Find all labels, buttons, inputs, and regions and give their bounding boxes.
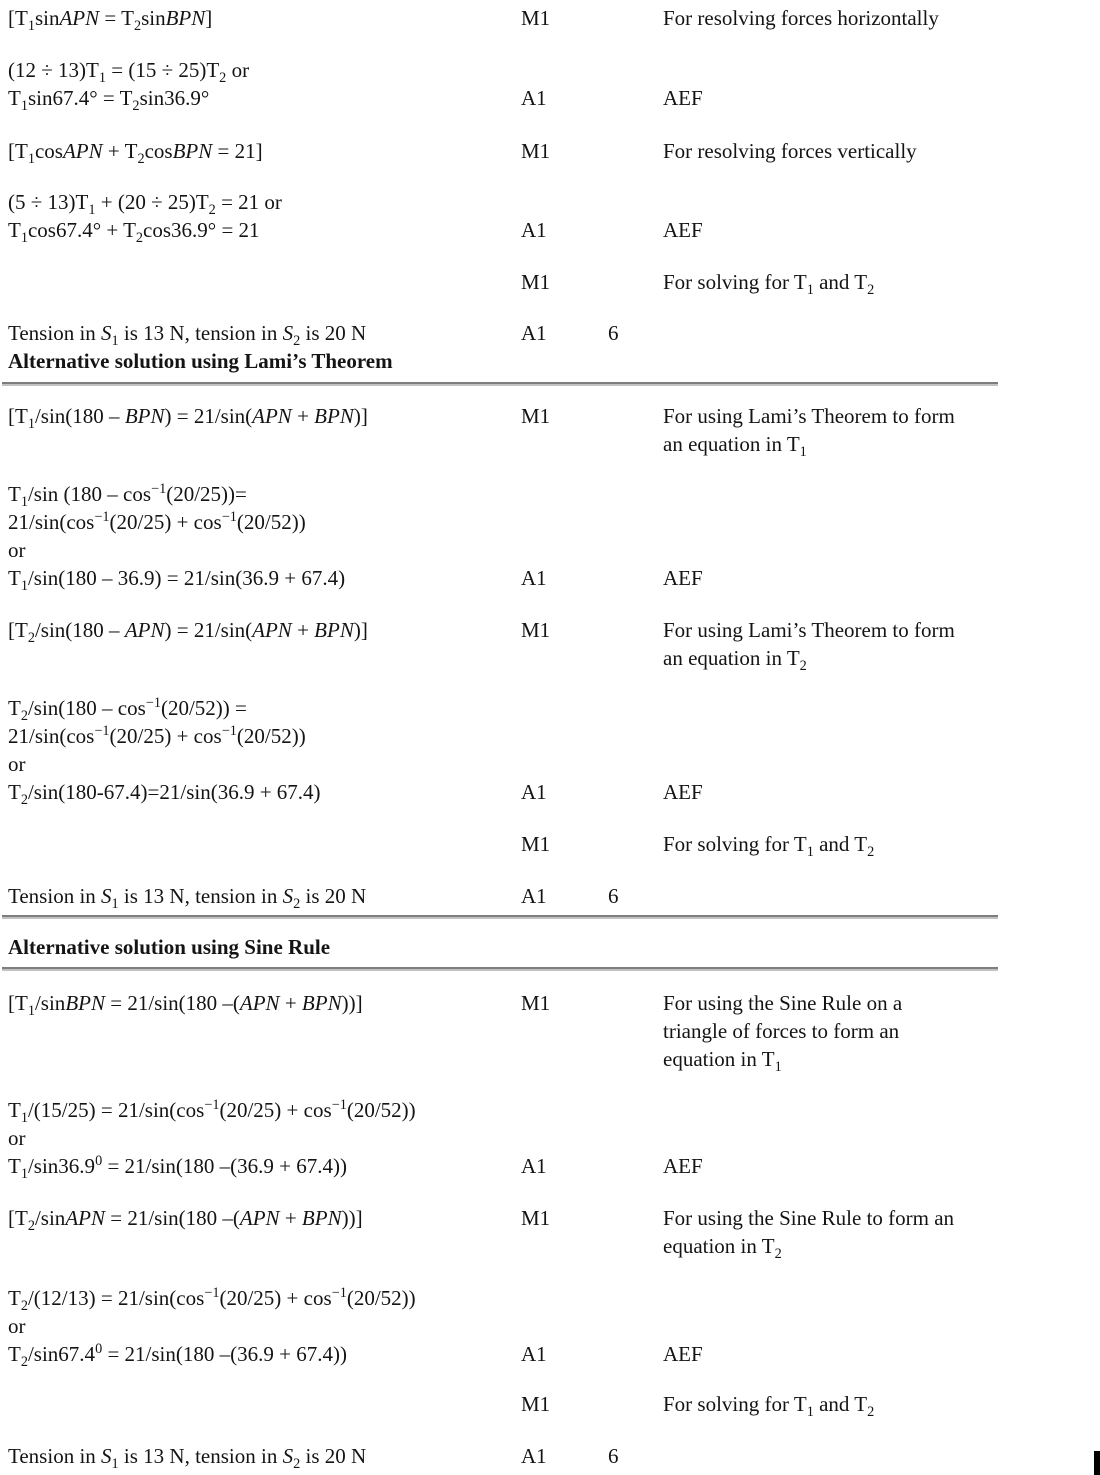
comment-cell: For solving for $T_1$ and $T_2$ [663, 270, 875, 299]
mark-cell: M1 [521, 1206, 551, 1230]
mark-cell: A1 [521, 780, 547, 804]
answer-cell: Tension in $S_1$ is 13 N, tension in $S_2$ is 20 N [8, 884, 367, 913]
mark-cell: A1 [521, 218, 547, 242]
equation-cell: $T_1/(15/25) = 21/\sin(\cos^{-1}(20/25) + \cos^{-1}(20/52))$ or $T_1/\sin 36.9^0 = 21/\sin(180$ –(36.9 + 67.4)) [8, 1097, 416, 1183]
scan-artifact [1094, 1451, 1100, 1475]
mark-cell: M1 [521, 1392, 551, 1416]
equation-cell: $T_1/\sin$ $(180 - \cos^{-1}(20/25))=$ $21/\sin(\cos^{-1}(20/25) + \cos^{-1}(20/52))$ or $T_1/\sin(180 - 36.9) = 21/\sin(36.9 + 67.4)$ [8, 481, 346, 595]
mark-cell: M1 [521, 139, 551, 163]
comment-cell: For using the Sine Rule to form an equation in $T_2$ [663, 1206, 955, 1263]
mark-cell: A1 [521, 321, 547, 345]
equation-cell: [$T_2$/sinAPN = 21/sin(180 –(APN + BPN))] [8, 1206, 363, 1235]
equation-cell: $T_2/\sin(180 - \cos^{-1}(20/52))$ = $21/\sin(\cos^{-1}(20/25) + \cos^{-1}(20/52))$ or $T_2/\sin(180-67.4)=21/\sin(36.9 + 67.4)$ [8, 695, 321, 809]
mark-cell: M1 [521, 832, 551, 856]
mark-cell: M1 [521, 404, 551, 428]
total-marks-cell: 6 [608, 1444, 619, 1468]
total-marks-cell: 6 [608, 321, 619, 345]
mark-cell: A1 [521, 1444, 547, 1468]
mark-cell: A1 [521, 566, 547, 590]
section-heading-sine-rule: Alternative solution using Sine Rule [8, 935, 331, 959]
section-divider-rule [2, 382, 998, 386]
mark-cell: M1 [521, 6, 551, 30]
comment-cell: AEF [663, 566, 703, 590]
equation-cell: $T_2/(12/13) = 21/\sin(\cos^{-1}(20/25) + \cos^{-1}(20/52))$ or $T_2/\sin 67.4^0 = 21/\sin(180$ –(36.9 + 67.4)) [8, 1285, 416, 1371]
section-divider-rule [2, 967, 998, 971]
comment-cell: For resolving forces vertically [663, 139, 917, 163]
comment-cell: AEF [663, 780, 703, 804]
comment-cell: AEF [663, 1154, 703, 1178]
comment-cell: AEF [663, 1342, 703, 1366]
comment-cell: For using the Sine Rule on a triangle of forces to form an equation in $T_1$ [663, 991, 903, 1076]
answer-cell: Tension in $S_1$ is 13 N, tension in $S_2$ is 20 N [8, 321, 367, 350]
equation-cell: [$T_1sinAPN$ = $T_2sinBPN$] [8, 6, 213, 35]
comment-cell: For solving for $T_1$ and $T_2$ [663, 1392, 875, 1421]
mark-cell: M1 [521, 270, 551, 294]
comment-cell: AEF [663, 218, 703, 242]
total-marks-cell: 6 [608, 884, 619, 908]
comment-cell: For using Lami’s Theorem to form an equation in $T_2$ [663, 618, 955, 675]
mark-cell: A1 [521, 1342, 547, 1366]
mark-cell: M1 [521, 991, 551, 1015]
equation-cell: [$T_1cosAPN$ + $T_2cosBPN = 21$] [8, 139, 263, 168]
mark-cell: A1 [521, 884, 547, 908]
section-heading-lami: Alternative solution using Lami’s Theorem [8, 349, 393, 373]
comment-cell: For resolving forces horizontally [663, 6, 939, 30]
comment-cell: For solving for $T_1$ and $T_2$ [663, 832, 875, 861]
equation-cell: $[T_1/\sin(180 - BPN) = 21/\sin(APN + BPN)]$ [8, 404, 368, 433]
equation-cell: $[T_2/\sin(180 - APN) = 21/\sin(APN + BPN)]$ [8, 618, 368, 647]
mark-cell: A1 [521, 86, 547, 110]
mark-cell: A1 [521, 1154, 547, 1178]
answer-cell: Tension in $S_1$ is 13 N, tension in $S_2$ is 20 N [8, 1444, 367, 1473]
section-divider-rule [2, 915, 998, 919]
equation-cell: $(5 \div 13)T_1 + (20 \div 25)T_2 = 21$ or $T_1\cos 67.4^\circ + T_2\cos 36.9^\circ = 21$ [8, 190, 282, 247]
equation-cell: $(12 \div 13)T_1 = (15 \div 25)T_2$ or $T_1\sin 67.4^\circ = T_2\sin 36.9^\circ$ [8, 58, 250, 115]
mark-cell: M1 [521, 618, 551, 642]
comment-cell: AEF [663, 86, 703, 110]
comment-cell: For using Lami’s Theorem to form an equation in $T_1$ [663, 404, 955, 461]
equation-cell: [$T_1$/sinBPN = 21/sin(180 –(APN + BPN))] [8, 991, 363, 1020]
